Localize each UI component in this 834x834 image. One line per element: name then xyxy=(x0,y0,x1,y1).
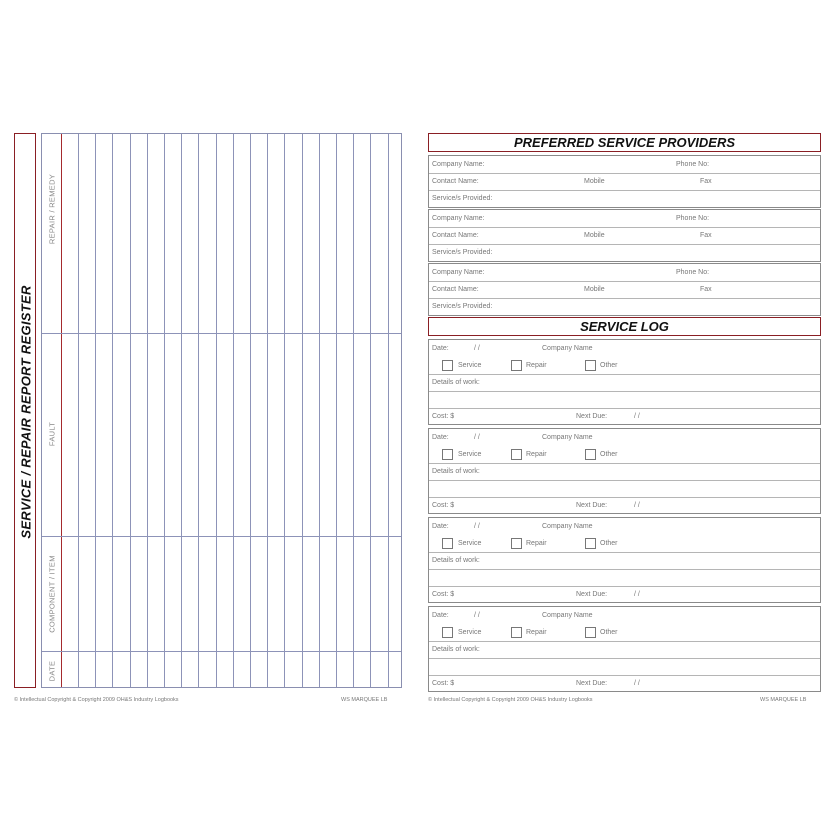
date-separators: / / xyxy=(474,345,480,352)
provider-row-contact xyxy=(429,227,820,245)
repair-label: Repair xyxy=(526,451,547,458)
mobile-label: Mobile xyxy=(584,286,605,293)
log-row-date xyxy=(429,518,820,535)
provider-row-services xyxy=(429,190,820,207)
service-log-entry xyxy=(428,517,821,603)
log-row-blank xyxy=(429,658,820,676)
providers-title: PREFERRED SERVICE PROVIDERS xyxy=(428,133,821,152)
column-label-date: DATE xyxy=(47,660,57,682)
column-label-fault: FAULT xyxy=(47,421,57,447)
details-of-work-label: Details of work: xyxy=(432,468,480,475)
register-table xyxy=(41,133,402,688)
log-row-details xyxy=(429,463,820,481)
register-column-line xyxy=(216,134,217,687)
service-label: Service xyxy=(458,451,482,458)
company-name-label: Company Name: xyxy=(432,269,485,276)
register-title: SERVICE / REPAIR REPORT REGISTER xyxy=(18,285,34,539)
company-name-label: Company Name xyxy=(542,523,593,530)
repair-checkbox[interactable] xyxy=(511,449,522,460)
service-label: Service xyxy=(458,540,482,547)
phone-label: Phone No: xyxy=(676,215,710,222)
log-row-date xyxy=(429,607,820,624)
other-label: Other xyxy=(600,362,618,369)
other-checkbox[interactable] xyxy=(585,449,596,460)
provider-entry xyxy=(428,155,821,208)
log-row-blank xyxy=(429,480,820,498)
provider-row-company xyxy=(429,156,820,174)
provider-row-company xyxy=(429,210,820,228)
date-separators: / / xyxy=(474,434,480,441)
service-repair-register-page xyxy=(14,133,402,693)
log-row-type xyxy=(429,357,820,375)
other-checkbox[interactable] xyxy=(585,538,596,549)
log-row-cost xyxy=(429,497,820,514)
service-checkbox[interactable] xyxy=(442,449,453,460)
next-due-label: Next Due: xyxy=(576,413,608,420)
services-provided-label: Service/s Provided: xyxy=(432,249,493,256)
fax-label: Fax xyxy=(700,286,712,293)
register-column-line xyxy=(78,134,79,687)
service-providers-log-page xyxy=(428,133,821,693)
register-column-line xyxy=(388,134,389,687)
log-row-details xyxy=(429,552,820,570)
details-of-work-label: Details of work: xyxy=(432,557,480,564)
company-name-label: Company Name xyxy=(542,345,593,352)
log-row-cost xyxy=(429,586,820,603)
cost-label: Cost: $ xyxy=(432,680,455,687)
log-row-date xyxy=(429,429,820,446)
service-label: Service xyxy=(458,629,482,636)
register-column-line xyxy=(302,134,303,687)
register-column-line xyxy=(250,134,251,687)
repair-label: Repair xyxy=(526,540,547,547)
repair-checkbox[interactable] xyxy=(511,538,522,549)
repair-checkbox[interactable] xyxy=(511,360,522,371)
fax-label: Fax xyxy=(700,178,712,185)
register-row-divider xyxy=(42,651,401,652)
register-column-line xyxy=(95,134,96,687)
provider-entry xyxy=(428,209,821,262)
register-column-line xyxy=(336,134,337,687)
register-column-line xyxy=(130,134,131,687)
service-log-title: SERVICE LOG xyxy=(428,317,821,336)
log-row-type xyxy=(429,624,820,642)
next-due-label: Next Due: xyxy=(576,502,608,509)
provider-row-company xyxy=(429,264,820,282)
next-due-separators: / / xyxy=(634,680,640,687)
other-label: Other xyxy=(600,629,618,636)
next-due-separators: / / xyxy=(634,413,640,420)
register-column-line xyxy=(267,134,268,687)
contact-name-label: Contact Name: xyxy=(432,286,479,293)
register-column-line xyxy=(164,134,165,687)
contact-name-label: Contact Name: xyxy=(432,232,479,239)
other-checkbox[interactable] xyxy=(585,360,596,371)
service-checkbox[interactable] xyxy=(442,627,453,638)
date-separators: / / xyxy=(474,612,480,619)
cost-label: Cost: $ xyxy=(432,591,455,598)
register-column-line xyxy=(353,134,354,687)
service-log-entry xyxy=(428,339,821,425)
company-name-label: Company Name xyxy=(542,434,593,441)
right-footer-copyright: © Intellectual Copyright & Copyright 2009 OH&S Industry Logbooks xyxy=(428,697,593,703)
services-provided-label: Service/s Provided: xyxy=(432,303,493,310)
other-label: Other xyxy=(600,451,618,458)
next-due-label: Next Due: xyxy=(576,591,608,598)
mobile-label: Mobile xyxy=(584,232,605,239)
register-column-line xyxy=(284,134,285,687)
service-checkbox[interactable] xyxy=(442,538,453,549)
phone-label: Phone No: xyxy=(676,269,710,276)
phone-label: Phone No: xyxy=(676,161,710,168)
register-column-line xyxy=(370,134,371,687)
register-column-line xyxy=(233,134,234,687)
date-label: Date: xyxy=(432,345,449,352)
fax-label: Fax xyxy=(700,232,712,239)
register-column-line xyxy=(112,134,113,687)
register-row-divider xyxy=(42,536,401,537)
log-row-type xyxy=(429,535,820,553)
company-name-label: Company Name: xyxy=(432,215,485,222)
log-row-cost xyxy=(429,675,820,692)
register-column-line xyxy=(319,134,320,687)
date-label: Date: xyxy=(432,612,449,619)
mobile-label: Mobile xyxy=(584,178,605,185)
register-column-line xyxy=(181,134,182,687)
log-row-blank xyxy=(429,391,820,409)
date-label: Date: xyxy=(432,434,449,441)
next-due-label: Next Due: xyxy=(576,680,608,687)
log-row-details xyxy=(429,641,820,659)
details-of-work-label: Details of work: xyxy=(432,646,480,653)
right-footer-code: WS MARQUEE LB xyxy=(760,697,807,703)
company-name-label: Company Name: xyxy=(432,161,485,168)
company-name-label: Company Name xyxy=(542,612,593,619)
register-column-line xyxy=(147,134,148,687)
log-row-date xyxy=(429,340,820,357)
cost-label: Cost: $ xyxy=(432,413,455,420)
register-title-box xyxy=(14,133,36,688)
service-label: Service xyxy=(458,362,482,369)
register-column-line xyxy=(198,134,199,687)
details-of-work-label: Details of work: xyxy=(432,379,480,386)
register-margin-line xyxy=(61,134,62,687)
next-due-separators: / / xyxy=(634,502,640,509)
service-log-entry xyxy=(428,606,821,692)
log-row-blank xyxy=(429,569,820,587)
next-due-separators: / / xyxy=(634,591,640,598)
provider-row-contact xyxy=(429,173,820,191)
cost-label: Cost: $ xyxy=(432,502,455,509)
other-label: Other xyxy=(600,540,618,547)
other-checkbox[interactable] xyxy=(585,627,596,638)
date-label: Date: xyxy=(432,523,449,530)
repair-label: Repair xyxy=(526,362,547,369)
left-footer-code: WS MARQUEE LB xyxy=(341,697,388,703)
log-row-type xyxy=(429,446,820,464)
provider-row-services xyxy=(429,298,820,315)
service-checkbox[interactable] xyxy=(442,360,453,371)
left-footer-copyright: © Intellectual Copyright & Copyright 2009 OH&S Industry Logbooks xyxy=(14,697,179,703)
log-row-details xyxy=(429,374,820,392)
contact-name-label: Contact Name: xyxy=(432,178,479,185)
column-label-repair-remedy: REPAIR / REMEDY xyxy=(47,173,57,245)
provider-entry xyxy=(428,263,821,316)
provider-row-contact xyxy=(429,281,820,299)
date-separators: / / xyxy=(474,523,480,530)
register-row-divider xyxy=(42,333,401,334)
provider-row-services xyxy=(429,244,820,261)
service-log-entry xyxy=(428,428,821,514)
repair-label: Repair xyxy=(526,629,547,636)
log-row-cost xyxy=(429,408,820,425)
column-label-component-item: COMPONENT / ITEM xyxy=(47,555,57,633)
repair-checkbox[interactable] xyxy=(511,627,522,638)
services-provided-label: Service/s Provided: xyxy=(432,195,493,202)
